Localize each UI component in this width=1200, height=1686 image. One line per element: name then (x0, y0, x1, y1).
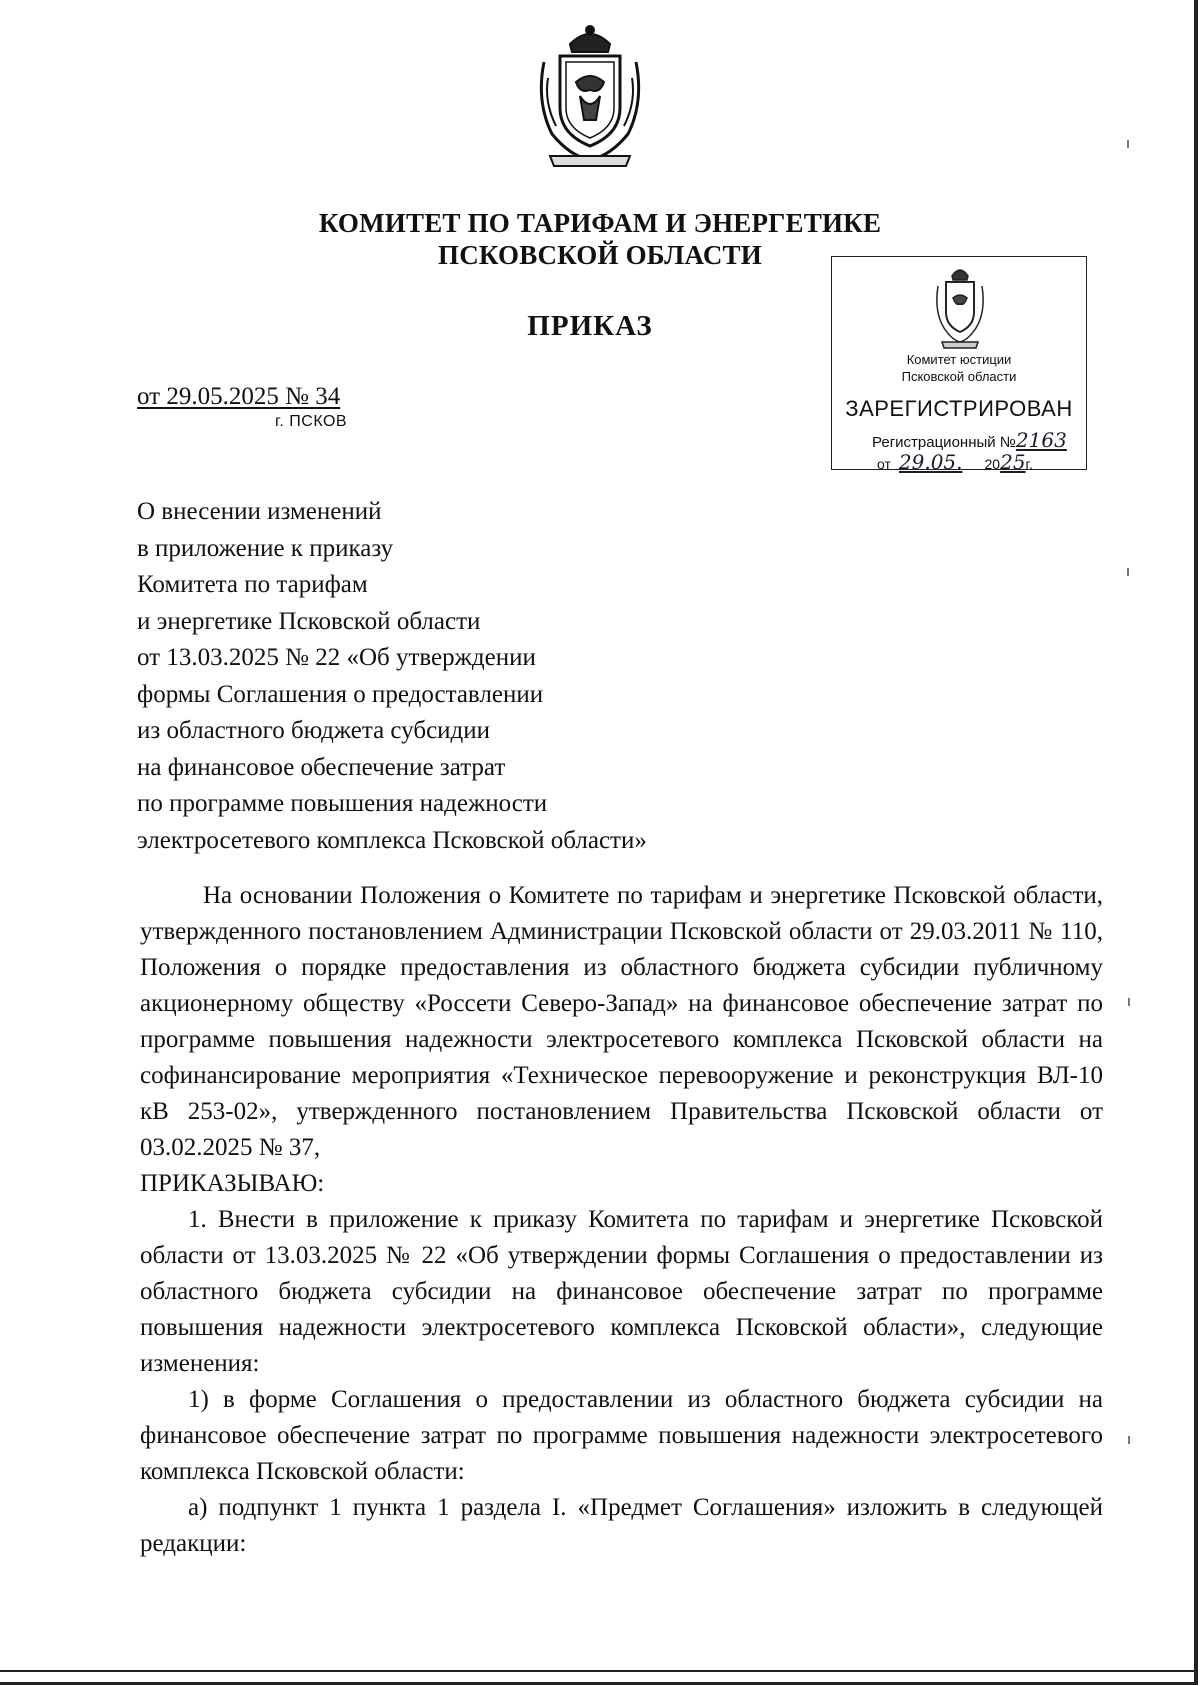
subject-line: из областного бюджета субсидии (137, 717, 491, 744)
org-title-line2: ПСКОВСКОЙ ОБЛАСТИ (438, 240, 762, 270)
stamp-date-handwritten: 29.05. (898, 450, 963, 474)
stamp-date-prefix: от (877, 456, 891, 472)
document-type-title: ПРИКАЗ (527, 310, 653, 342)
bottom-scan-line (0, 1670, 1194, 1672)
subject-block (137, 494, 647, 859)
item-1-1-a-paragraph: а) подпункт 1 пункта 1 раздела I. «Предмет Соглашения» изложить в следующей редакции: (140, 1494, 1103, 1557)
registration-stamp (831, 256, 1087, 474)
stamp-status: ЗАРЕГИСТРИРОВАН (845, 396, 1073, 421)
order-word: ПРИКАЗЫВАЮ: (140, 1170, 325, 1197)
stamp-year-prefix: 20 (984, 456, 1001, 472)
scan-speck (1127, 140, 1129, 148)
scan-speck (1128, 998, 1130, 1006)
subject-line: формы Соглашения о предоставлении (137, 680, 544, 708)
body-text (140, 878, 1103, 1562)
stamp-registration-number (872, 428, 1067, 452)
subject-line: от 13.03.2025 № 22 «Об утверждении (137, 644, 536, 671)
subject-line: электросетевого комплекса Псковской области» (137, 826, 647, 854)
subject-line: О внесении изменений (137, 498, 382, 525)
stamp-reg-number-handwritten: 2163 (1015, 428, 1067, 452)
subject-line: по программе повышения надежности (137, 790, 548, 817)
date-and-number: от 29.05.2025 № 34 (137, 383, 341, 410)
scan-speck (1127, 568, 1129, 576)
subject-line: Комитета по тарифам (137, 571, 368, 598)
stamp-coat-of-arms-icon (932, 262, 988, 350)
stamp-year-handwritten: 25 (1000, 450, 1026, 474)
item-1-1-paragraph: 1) в форме Соглашения о предоставлении из областного бюджета субсидии на финансовое обеспечение затрат по программе повышения надежности электросетевого комплекса Псковской области: (140, 1386, 1103, 1485)
stamp-reg-label: Регистрационный № (872, 434, 1016, 451)
stamp-year-suffix: г. (1025, 456, 1033, 472)
item-1-paragraph: 1. Внести в приложение к приказу Комитета по тарифам и энергетике Псковской области от 13.03.2025 № 22 «Об утверждении формы Соглашения о предоставлении из областного бюджета субсидии на финансовое обеспечение затрат по программе повышения надежности электросетевого комплекса Псковской области», следующие изменения: (140, 1206, 1103, 1377)
coat-of-arms-emblem (530, 22, 650, 172)
org-title-line1: КОМИТЕТ ПО ТАРИФАМ И ЭНЕРГЕТИКЕ (318, 208, 882, 238)
city-label: г. ПСКОВ (275, 413, 348, 430)
stamp-top-border (832, 256, 1086, 257)
subject-line: и энергетике Псковской области (137, 607, 481, 635)
subject-line: на финансовое обеспечение затрат (137, 753, 506, 781)
preamble-paragraph: На основании Положения о Комитете по тарифам и энергетике Псковской области, утвержденного постановлением Администрации Псковской области от 29.03.2011 № 110, Положения о порядке предоставления из областного бюджета субсидии публичному акционерному обществу «Россети Северо-Запад» на финансовое обеспечение затрат по программе повышения надежности электросетевого комплекса Псковской области на софинансирование мероприятия «Техническое перевооружение и реконструкция ВЛ-10 кВ 253-02», утвержденного постановлением Правительства Псковской области от 03.02.2025 № 37, (140, 882, 1103, 1161)
stamp-org-line1: Комитет юстиции (906, 352, 1012, 367)
scan-speck (1128, 1436, 1130, 1444)
stamp-registration-date (877, 450, 1033, 474)
stamp-org-line2: Псковской области (901, 369, 1017, 384)
subject-line: в приложение к приказу (137, 534, 394, 562)
